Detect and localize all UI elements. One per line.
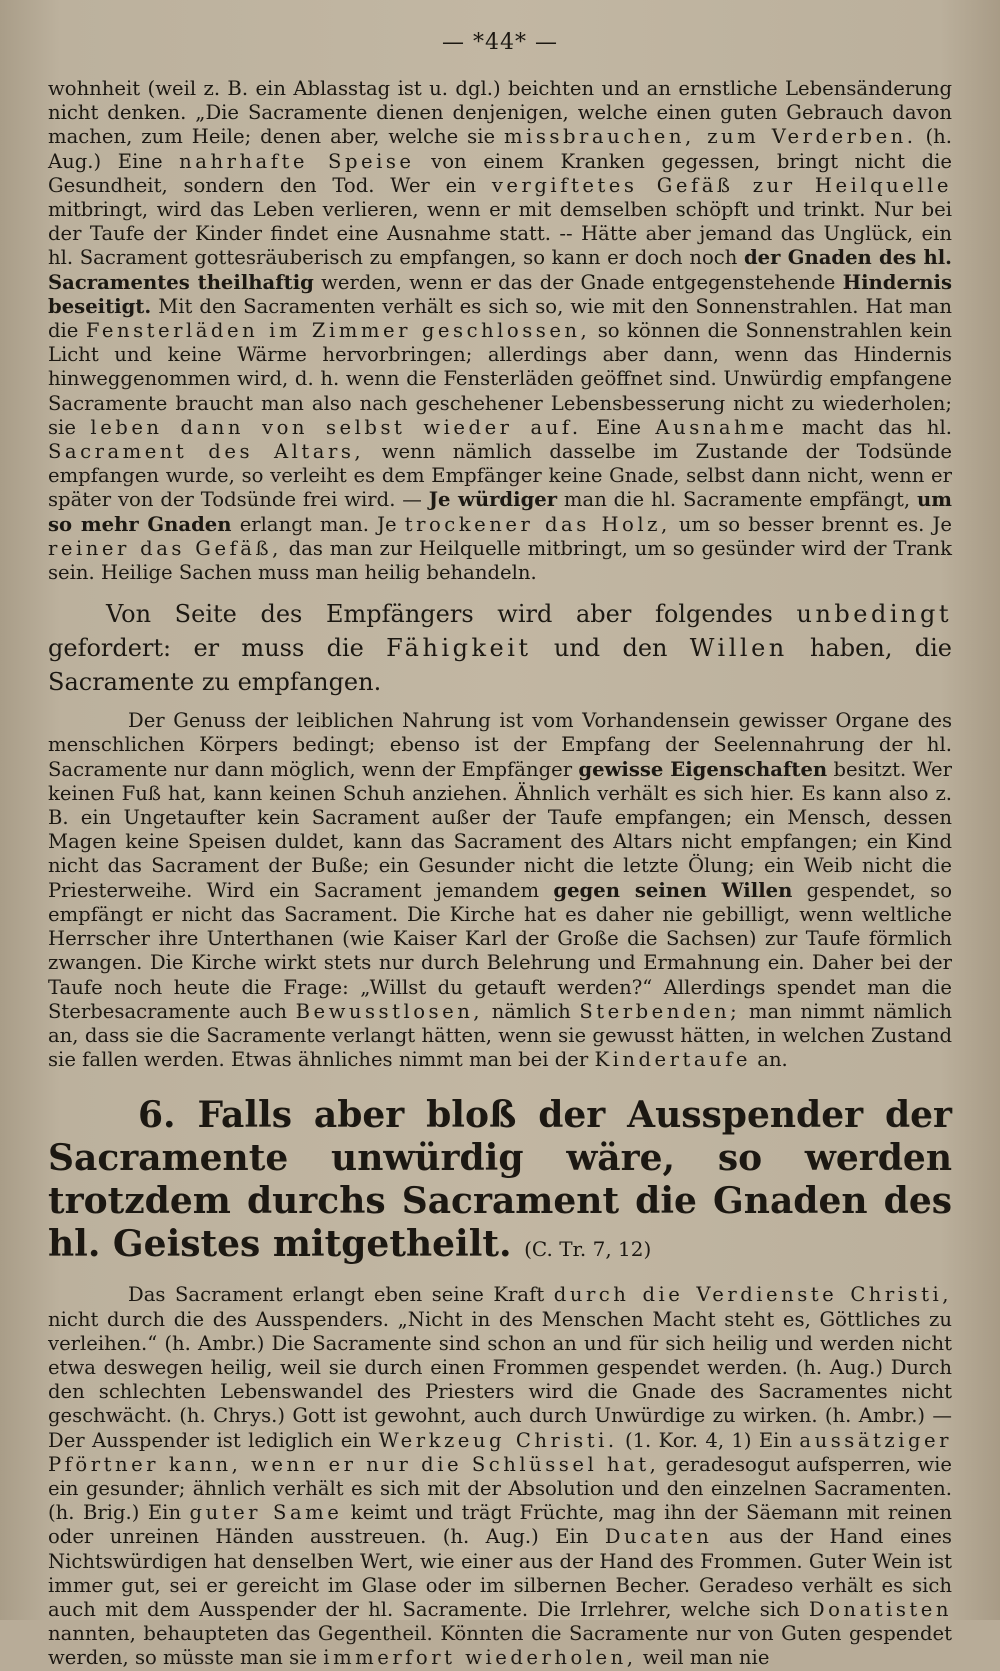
section-6-reference: (C. Tr. 7, 12) — [524, 1237, 652, 1262]
page-number: — *44* — — [442, 30, 558, 55]
paragraph-unworthy-reception: wohnheit (weil z. B. ein Ablasstag ist u. dgl.) beichten und an ernstliche Lebensänderung nicht denken. „Die Sacramente dienen denjenigen, welche einen guten Gebrauch davon machen, zum Heile; denen aber, welche sie missbrauchen, zum Verderben. (h. Aug.) Eine nahrhafte Speise von einem Kranken gegessen, bringt nicht die Gesundheit, sondern den Tod. Wer ein vergiftetes Gefäß zur Heilquelle mitbringt, wird das Leben verlieren, wenn er mit demselben schöpft und trinkt. Nur bei der Taufe der Kinder findet eine Ausnahme statt. -- Hätte aber jemand das Unglück, ein hl. Sacrament gottesräuberisch zu empfangen, so kann er doch noch der Gnaden des hl. Sacramentes theilhaftig werden, wenn er das der Gnade entgegenstehende Hindernis beseitigt. Mit den Sacramenten verhält es sich so, wie mit den Sonnenstrahlen. Hat man die Fensterläden im Zimmer geschlossen, so können die Sonnenstrahlen kein Licht und keine Wärme hervorbringen; allerdings aber dann, wenn das Hindernis hinweggenommen wird, d. h. wenn die Fensterläden geöffnet sind. Unwürdig empfangene Sacramente braucht man also nach geschehener Lebensbesserung nicht zu wiederholen; sie leben dann von selbst wieder auf. Eine Ausnahme macht das hl. Sacrament des Altars, wenn nämlich dasselbe im Zustande der Todsünde empfangen wurde, so verleiht es dem Empfänger keine Gnade, selbst dann nicht, wenn er später von der Todsünde frei wird. — Je würdiger man die hl. Sacramente empfängt, um so mehr Gnaden erlangt man. Je trockener das Holz, um so besser brennt es. Je reiner das Gefäß, das man zur Heilquelle mitbringt, um so gesünder wird der Trank sein. Heilige Sachen muss man heilig behandeln. — [48, 77, 953, 585]
paragraph-minister-unworthy: Das Sacrament erlangt eben seine Kraft durch die Verdienste Christi, nicht durch die des Ausspenders. „Nicht in des Menschen Macht steht es, Göttliches zu verleihen.“ (h. Ambr.) Die Sacramente sind schon an und für sich heilig und werden nicht etwa deswegen heilig, weil sie durch einen Frommen gespendet werden. (h. Aug.) Durch den schlechten Lebenswandel des Priesters wird die Gnade des Sacramentes nicht geschwächt. (h. Chrys.) Gott ist gewohnt, auch durch Unwürdige zu wirken. (h. Ambr.) — Der Ausspender ist lediglich ein Werkzeug Christi. (1. Kor. 4, 1) Ein aussätziger Pförtner kann, wenn er nur die Schlüssel hat, geradesogut aufsperren, wie ein gesunder; ähnlich verhält es sich mit der Absolution und den einzelnen Sacramenten. (h. Brig.) Ein guter Same keimt und trägt Früchte, mag ihn der Säemann mit reinen oder unreinen Händen ausstreuen. (h. Aug.) Ein Ducaten aus der Hand eines Nichtswürdigen hat denselben Wert, wie einer aus der Hand des Frommen. Guter Wein ist immer gut, sei er gereicht im Glase oder im silbernen Becher. Geradeso verhält es sich auch mit dem Ausspender der hl. Sacramente. Die Irrlehrer, welche sich Donatisten nannten, behaupteten das Gegentheil. Könnten die Sacramente nur von Guten gespendet werden, so müsste man sie immerfort wiederholen, weil man nie — [48, 1283, 952, 1670]
section-6-heading — [48, 1094, 952, 1271]
requirement-statement: Von Seite des Empfängers wird aber folgendes unbedingt gefordert: er muss die Fähigkeit und den Willen haben, die Sacramente zu empfangen. — [48, 600, 953, 697]
section-6-title: 6. Falls aber bloß der Ausspender der Sacramente unwürdig wäre, so werden trotzdem durchs Sacrament die Gnaden des hl. Geistes mitgetheilt. — [48, 1094, 952, 1266]
paragraph-capacity-and-will: Der Genuss der leiblichen Nahrung ist vom Vorhandensein gewisser Organe des menschlichen Körpers bedingt; ebenso ist der Empfang der Seelennahrung der hl. Sacramente nur dann möglich, wenn der Empfänger gewisse Eigenschaften besitzt. Wer keinen Fuß hat, kann keinen Schuh anziehen. Ähnlich verhält es sich hier. Es kann also z. B. ein Ungetaufter kein Sacrament außer der Taufe empfangen; ein Mensch, dessen Magen keine Speisen duldet, kann das Sacrament des Altars nicht empfangen; ein Kind nicht das Sacrament der Buße; ein Gesunder nicht die letzte Ölung; ein Weib nicht die Priesterweihe. Wird ein Sacrament jemandem gegen seinen Willen gespendet, so empfängt er nicht das Sacrament. Die Kirche hat es daher nie gebilligt, wenn weltliche Herrscher ihre Unterthanen (wie Kaiser Karl der Große die Sachsen) zur Taufe förmlich zwangen. Die Kirche wirkt stets nur durch Belehrung und Ermahnung ein. Daher bei der Taufe noch heute die Frage: „Willst du getauft werden?“ Allerdings spendet man die Sterbesacramente auch Bewusstlosen, nämlich Sterbenden; man nimmt nämlich an, dass sie die Sacramente verlangt hätten, wenn sie gewusst hätten, in welchen Zustand sie fallen werden. Etwas ähnliches nimmt man bei der Kindertaufe an. — [48, 709, 953, 1072]
